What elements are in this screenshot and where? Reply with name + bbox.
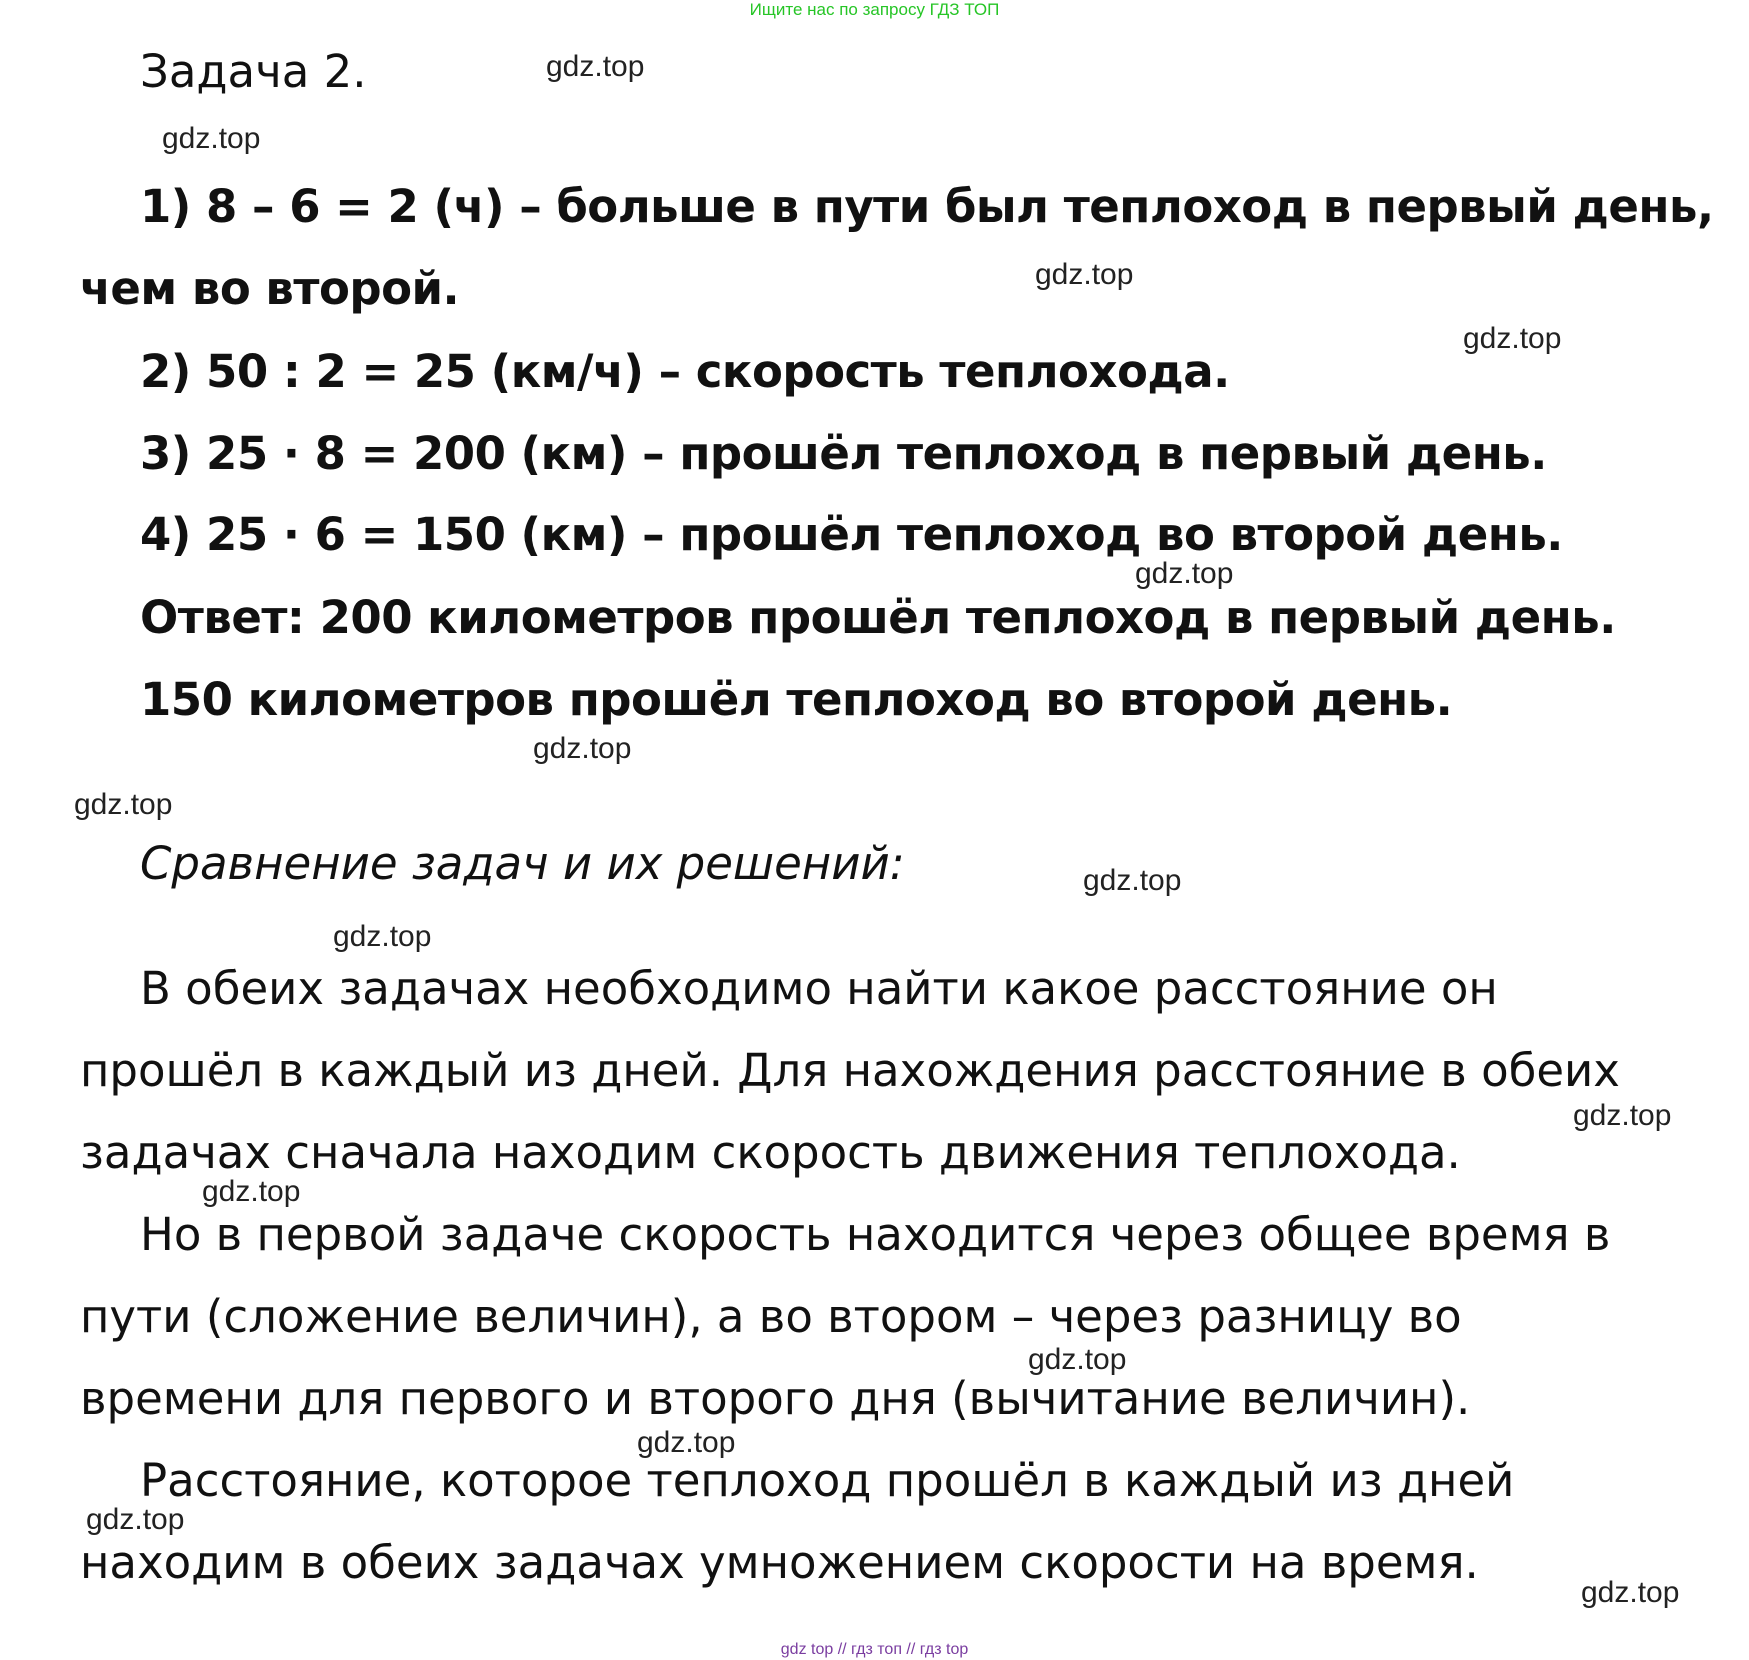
watermark: gdz.top <box>1135 557 1234 590</box>
comparison-line-1: В обеих задачах необходимо найти какое расстояние он <box>140 962 1498 1015</box>
watermark: gdz.top <box>333 920 432 953</box>
solution-step-3: 3) 25 · 8 = 200 (км) – прошёл теплоход в первый день. <box>140 427 1547 480</box>
comparison-line-7: Расстояние, которое теплоход прошёл в каждый из дней <box>140 1454 1515 1507</box>
comparison-line-4: Но в первой задаче скорость находится через общее время в <box>140 1208 1611 1261</box>
solution-step-1-cont: чем во второй. <box>80 262 460 315</box>
comparison-line-3: задачах сначала находим скорость движения теплохода. <box>80 1126 1461 1179</box>
watermark: gdz.top <box>202 1175 301 1208</box>
answer-line-2: 150 километров прошёл теплоход во второй день. <box>140 673 1453 726</box>
solution-step-4: 4) 25 · 6 = 150 (км) – прошёл теплоход во второй день. <box>140 508 1563 561</box>
watermark: gdz.top <box>1083 864 1182 897</box>
watermark: gdz.top <box>1581 1576 1680 1609</box>
answer-line-1: Ответ: 200 километров прошёл теплоход в первый день. <box>140 591 1616 644</box>
comparison-line-6: времени для первого и второго дня (вычитание величин). <box>80 1372 1471 1425</box>
task-title: Задача 2. <box>140 45 367 98</box>
watermark: gdz.top <box>74 788 173 821</box>
bottom-banner: gdz top // гдз топ // гдз top <box>780 1641 969 1658</box>
watermark: gdz.top <box>546 50 645 83</box>
watermark: gdz.top <box>637 1426 736 1459</box>
watermark: gdz.top <box>533 732 632 765</box>
comparison-line-8: находим в обеих задачах умножением скорости на время. <box>80 1536 1479 1589</box>
watermark: gdz.top <box>1028 1343 1127 1376</box>
watermark: gdz.top <box>162 122 261 155</box>
solution-step-1: 1) 8 – 6 = 2 (ч) – больше в пути был теплоход в первый день, <box>140 180 1714 233</box>
watermark: gdz.top <box>86 1503 185 1536</box>
comparison-line-5: пути (сложение величин), а во втором – через разницу во <box>80 1290 1462 1343</box>
comparison-heading: Сравнение задач и их решений: <box>140 837 905 890</box>
watermark: gdz.top <box>1573 1099 1672 1132</box>
watermark: gdz.top <box>1035 258 1134 291</box>
watermark: gdz.top <box>1463 322 1562 355</box>
comparison-line-2: прошёл в каждый из дней. Для нахождения расстояние в обеих <box>80 1044 1620 1097</box>
solution-step-2: 2) 50 : 2 = 25 (км/ч) – скорость теплохода. <box>140 345 1230 398</box>
top-banner: Ищите нас по запросу ГДЗ ТОП <box>749 0 1000 19</box>
